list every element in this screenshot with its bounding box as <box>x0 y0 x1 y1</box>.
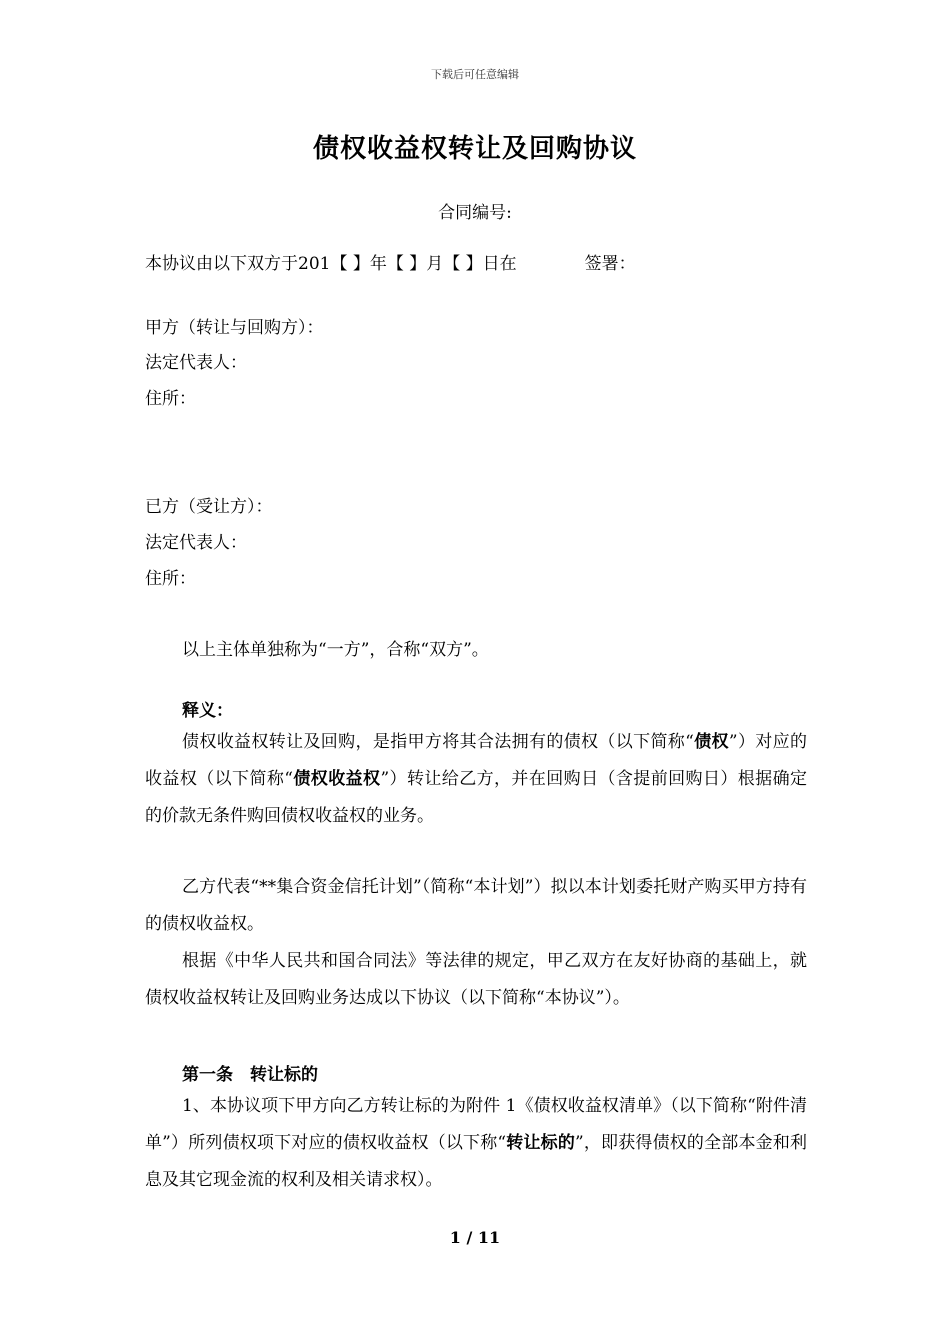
article-1-paragraph <box>145 1088 807 1199</box>
article-1-text-2: ”，即获得债权的全部本金和利息及其它现金流的权利及相关请求权）。 <box>145 1133 807 1190</box>
definition-text-3: ”）转让给乙方，并在回购日（含提前回购日）根据确定的价款无条件购回债权收益权的业务。 <box>145 769 807 826</box>
trust-plan-paragraph: 乙方代表“**集合资金信托计划”（简称“本计划”）拟以本计划委托财产购买甲方持有的债权收益权。 <box>145 877 807 934</box>
collective-name-paragraph: 以上主体单独称为“一方”，合称“双方”。 <box>182 640 489 660</box>
contract-number: 合同编号: <box>438 203 512 223</box>
article-1-heading: 第一条 转让标的 <box>182 1065 318 1085</box>
header-note: 下载后可任意编辑 <box>431 68 519 81</box>
definition-heading-wrap <box>182 696 233 721</box>
intro-text: 本协议由以下双方于201【 】年【 】月【 】日在 <box>145 254 517 274</box>
party-b-label: 已方（受让方）： <box>145 497 273 517</box>
party-a-label: 甲方（转让与回购方）： <box>145 318 324 338</box>
legal-basis-paragraph: 根据《中华人民共和国合同法》等法律的规定，甲乙双方在友好协商的基础上，就债权收益权转让及回购业务达成以下协议（以下简称“本协议”）。 <box>145 951 807 1008</box>
definition-text-1: 债权收益权转让及回购，是指甲方将其合法拥有的债权（以下简称“ <box>182 732 694 752</box>
article-1-heading-wrap <box>182 1060 318 1085</box>
party-b-representative: 法定代表人： <box>145 533 247 553</box>
article-1-term-subject: 转让标的 <box>506 1133 575 1153</box>
party-a-address: 住所： <box>145 389 196 409</box>
intro-sign-text: 签署： <box>584 254 636 274</box>
definition-heading: 释义： <box>182 701 233 721</box>
party-a-representative: 法定代表人： <box>145 353 247 373</box>
definition-term-debt: 债权 <box>693 732 729 752</box>
party-b-address: 住所： <box>145 569 196 589</box>
definition-term-revenue-right: 债权收益权 <box>292 769 381 789</box>
page-number: 1 / 11 <box>449 1228 501 1247</box>
article-1-text-1: 1、本协议项下甲方向乙方转让标的为附件 1《债权收益权清单》（以下简称“附件清单”）所列债权项下对应的债权收益权（以下称“ <box>145 1096 807 1153</box>
document-title: 债权收益权转让及回购协议 <box>312 134 637 164</box>
definition-text-2: ”）对应的收益权（以下简称“ <box>145 732 807 789</box>
definition-paragraph <box>145 724 807 835</box>
intro-line <box>145 249 636 274</box>
